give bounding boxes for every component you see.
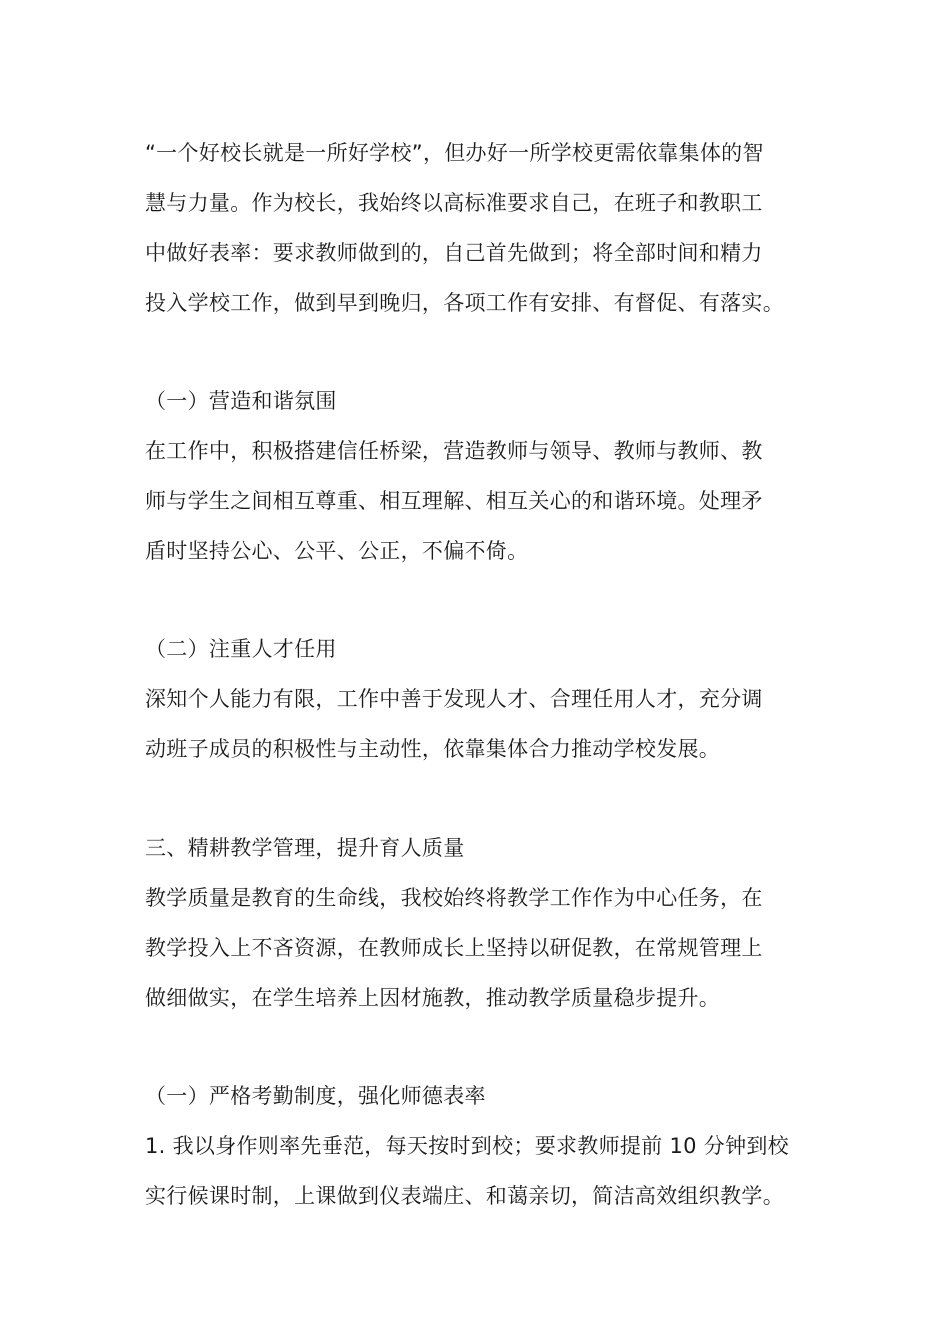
section-heading: （一）营造和谐氛围 (145, 389, 337, 413)
paragraph-line: 中做好表率：要求教师做到的，自己首先做到；将全部时间和精力 (145, 241, 763, 265)
paragraph-line: 教学投入上不吝资源，在教师成长上坚持以研促教，在常规管理上 (145, 936, 763, 960)
section-heading: （一）严格考勤制度，强化师德表率 (145, 1084, 486, 1108)
paragraph-line: 在工作中，积极搭建信任桥梁，营造教师与领导、教师与教师、教 (145, 439, 763, 463)
paragraph-line: 动班子成员的积极性与主动性，依靠集体合力推动学校发展。 (145, 737, 721, 761)
paragraph-line: “一个好校长就是一所好学校”，但办好一所学校更需依靠集体的智 (145, 141, 764, 165)
paragraph-line: 深知个人能力有限，工作中善于发现人才、合理任用人才，充分调 (145, 687, 763, 711)
paragraph-line: 教学质量是教育的生命线，我校始终将教学工作作为中心任务，在 (145, 886, 763, 910)
paragraph-line: 师与学生之间相互尊重、相互理解、相互关心的和谐环境。处理矛 (145, 489, 763, 513)
section-heading: （二）注重人才任用 (145, 637, 337, 661)
paragraph-line: 慧与力量。作为校长，我始终以高标准要求自己，在班子和教职工 (145, 191, 763, 215)
paragraph-line: 盾时坚持公心、公平、公正，不偏不倚。 (145, 539, 529, 563)
list-item-line: 1. 我以身作则率先垂范，每天按时到校；要求教师提前 10 分钟到校 (145, 1134, 789, 1158)
chapter-heading: 三、精耕教学管理，提升育人质量 (145, 836, 465, 860)
list-item-line: 实行候课时制，上课做到仪表端庄、和蔼亲切，简洁高效组织教学。 (145, 1184, 784, 1208)
paragraph-line: 做细做实，在学生培养上因材施教，推动教学质量稳步提升。 (145, 986, 721, 1010)
paragraph-line: 投入学校工作，做到早到晚归，各项工作有安排、有督促、有落实。 (145, 291, 784, 315)
